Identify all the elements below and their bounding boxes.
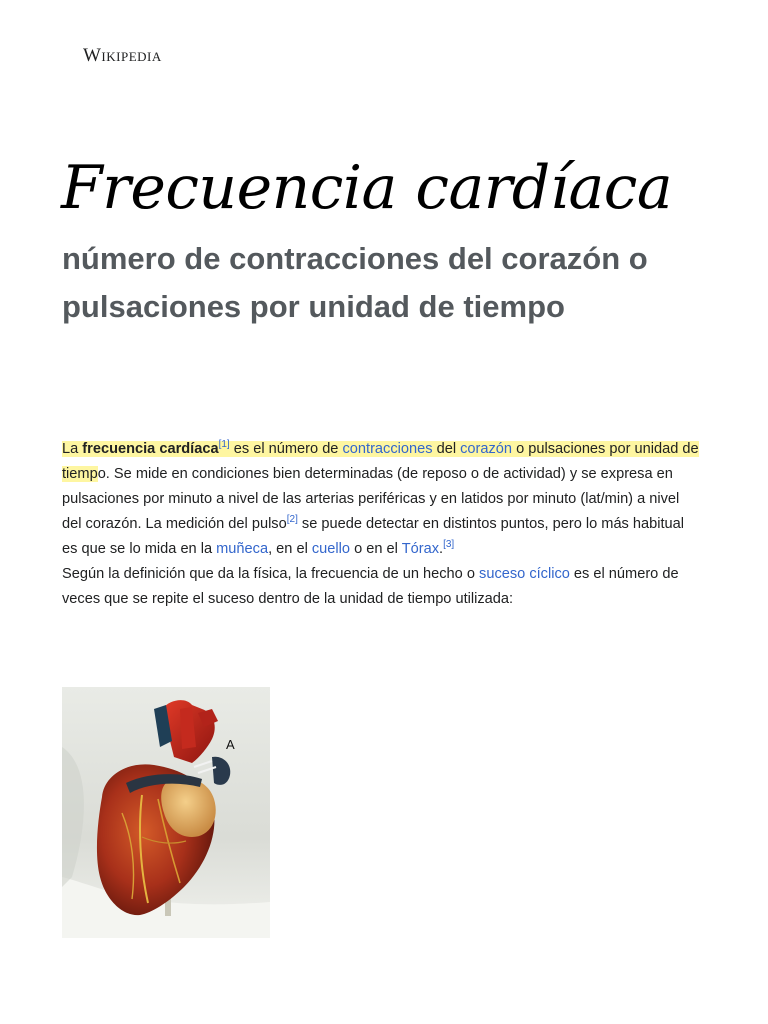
heart-model-image[interactable] (62, 687, 270, 938)
search-highlight: La frecuencia cardíaca[1] es el número de contracciones del corazón o pulsaciones por unidad de tiemp (62, 439, 699, 482)
figure-label: A (226, 737, 235, 752)
reference-3[interactable]: [3] (443, 539, 455, 551)
page-subtitle: número de contracciones del corazón o pulsaciones por unidad de tiempo (62, 241, 648, 324)
paragraph-definition: Según la definición que da la física, la frecuencia de un hecho o suceso cíclico es el número de veces que se repite el suceso dentro de la unidad de tiempo utilizada: (62, 566, 679, 607)
heart-illustration (62, 687, 270, 938)
link-muneca[interactable]: muñeca (216, 541, 269, 557)
link-corazon[interactable]: corazón (460, 441, 513, 457)
reference-1[interactable]: [1] (218, 439, 230, 451)
article-body (62, 437, 702, 612)
link-torax[interactable]: Tórax (401, 541, 439, 557)
term-bold: frecuencia cardíaca (82, 441, 219, 457)
link-cuello[interactable]: cuello (311, 541, 351, 557)
wikipedia-logo[interactable]: Wikipedia (83, 45, 162, 66)
link-contracciones[interactable]: contracciones (342, 441, 433, 457)
paragraph-intro: La frecuencia cardíaca[1] es el número de contracciones del corazón o pulsaciones por unidad de tiempo. Se mide en condiciones bien determinadas (de reposo o de actividad) y se expresa en pulsaciones por minuto a nivel de las arterias periféricas y en latidos por minuto (lat/min) a nivel del corazón. La medición del pulso[2] se puede detectar en distintos puntos, pero lo más habitual es que se lo mida en la muñeca, en el cuello o en el Tórax.[3] (62, 439, 699, 557)
reference-2[interactable]: [2] (286, 514, 298, 526)
link-suceso-ciclico[interactable]: suceso cíclico (479, 566, 570, 582)
page-title: Frecuencia cardíaca (61, 153, 673, 223)
